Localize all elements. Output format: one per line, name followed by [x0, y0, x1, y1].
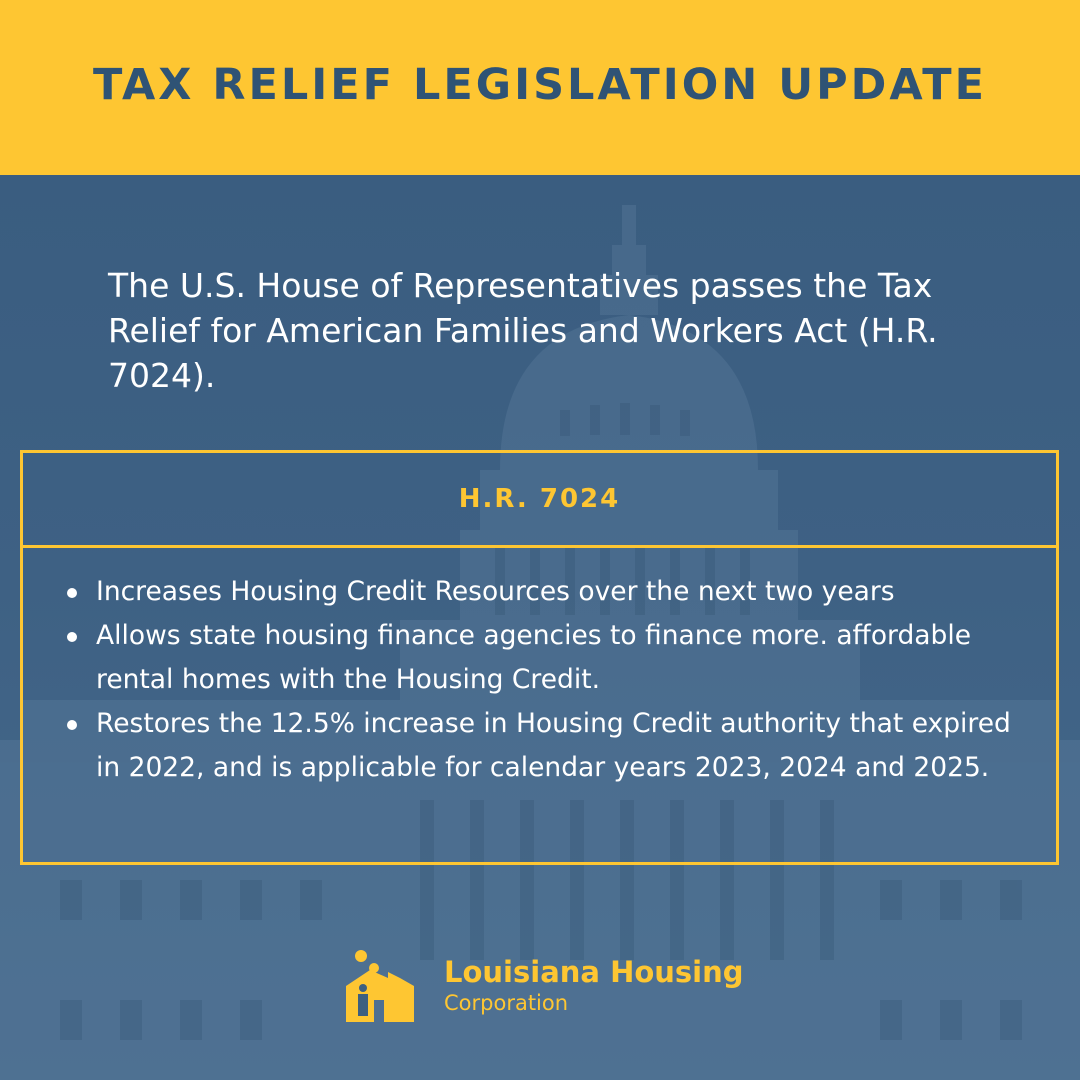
header-banner: [0, 0, 1080, 175]
list-item: [23, 570, 1056, 614]
list-item-text: Restores the 12.5% increase in Housing Credit authority that expired in 2022, and is applicable for calendar years 2023, 2024 and 2025.: [96, 708, 1011, 783]
list-item-text: Increases Housing Credit Resources over the next two years: [96, 576, 895, 607]
page-title: TAX RELIEF LEGISLATION UPDATE: [93, 59, 987, 110]
organization-logo: [344, 948, 744, 1024]
bill-number-title: H.R. 7024: [458, 484, 621, 514]
house-family-icon: [344, 948, 416, 1024]
bill-provisions-list: [23, 548, 1056, 790]
list-item-text: Allows state housing finance agencies to finance more. affordable rental homes with the Housing Credit.: [96, 620, 972, 695]
bullet-dot-icon: [67, 588, 77, 598]
bill-summary-box: [20, 450, 1059, 865]
organization-name: Louisiana Housing: [444, 955, 744, 989]
bullet-dot-icon: [67, 720, 77, 730]
bill-summary-header: [23, 453, 1056, 548]
logo-text: [444, 955, 744, 1017]
organization-subtitle: Corporation: [444, 991, 569, 1015]
list-item: [23, 614, 1056, 702]
intro-statement: The U.S. House of Representatives passes the Tax Relief for American Families and Workers Act (H.R. 7024).: [108, 266, 938, 395]
bullet-dot-icon: [67, 632, 77, 642]
list-item: [23, 702, 1056, 790]
